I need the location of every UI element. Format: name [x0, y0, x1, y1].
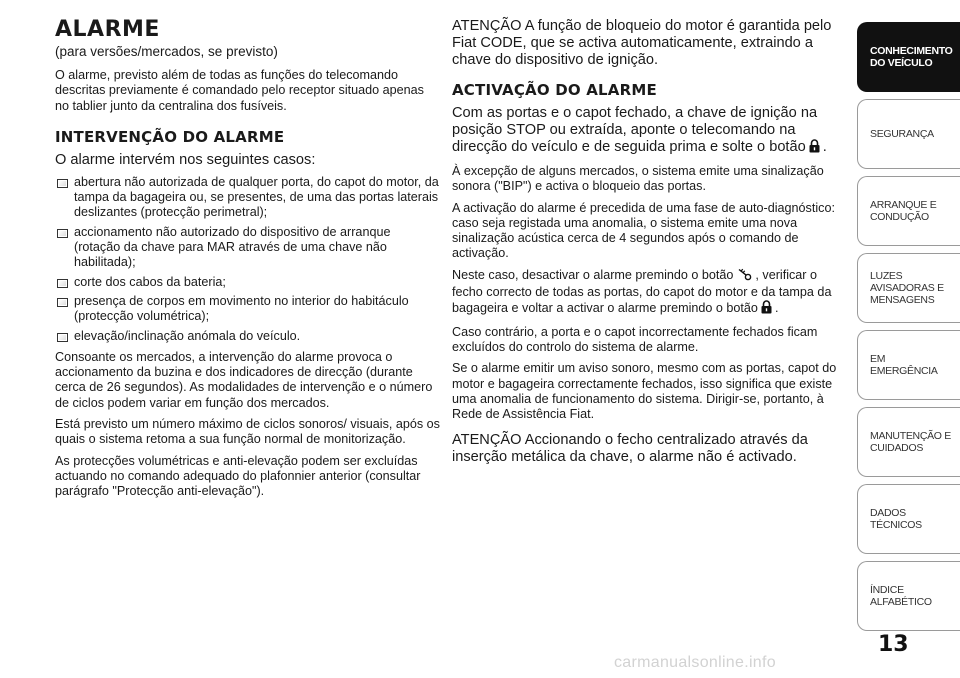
lock-icon — [761, 300, 772, 318]
body-paragraph: Se o alarme emitir um aviso sonoro, mesmo com as portas, capot do motor e bagageira correctamente fechados, isso significa que existe uma anomalia de funcionamento do sistema. Dirigir-se, portanto, à Rede de Assistência Fiat. — [452, 361, 837, 422]
list-item: elevação/inclinação anómala do veículo. — [55, 329, 440, 344]
body-paragraph: Consoante os mercados, a intervenção do alarme provoca o accionamento da buzina e dos indicadores de direcção (durante cerca de 26 segundos). As modalidades de intervenção e o número de ciclos podem variar em função dos mercados. — [55, 349, 433, 410]
section-title-activation: ACTIVAÇÃO DO ALARME — [452, 81, 657, 99]
warning-central-locking: ATENÇÃO Accionando o fecho centralizado através da inserção metálica da chave, o alarme não é activado. — [452, 432, 808, 466]
page-title: ALARME — [55, 17, 160, 42]
bullet-icon — [57, 279, 68, 288]
tab-seguranca[interactable]: SEGURANÇA — [857, 99, 960, 169]
tab-em-emergencia[interactable]: EM EMERGÊNCIA — [857, 330, 960, 400]
lock-icon — [809, 139, 820, 158]
watermark: carmanualsonline.info — [614, 654, 776, 671]
body-paragraph: As protecções volumétricas e anti-elevação podem ser excluídas actuando no comando adequado do plafonnier anterior (consultar parágrafo "Protecção anti-elevação"). — [55, 453, 421, 499]
unlock-key-icon — [736, 268, 752, 285]
body-paragraph: Caso contrário, a porta e o capot incorrectamente fechados ficam excluídos do controlo do sistema de alarme. — [452, 324, 818, 354]
bullet-icon — [57, 298, 68, 307]
right-column — [452, 18, 844, 472]
list-item: abertura não autorizada de qualquer porta, do capot do motor, da tampa da bagageira ou, se presentes, de uma das portas laterais deslizantes (protecção perimetral); — [55, 175, 440, 221]
warning-fiat-code: ATENÇÃO A função de bloqueio do motor é garantida pelo Fiat CODE, que se activa automaticamente, extraindo a chave do dispositivo de ignição. — [452, 18, 832, 68]
tab-arranque-e-conducao[interactable]: ARRANQUE E CONDUÇÃO — [857, 176, 960, 246]
page-number: 13 — [878, 632, 909, 657]
tab-dados-tecnicos[interactable]: DADOS TÉCNICOS — [857, 484, 960, 554]
list-item: accionamento não autorizado do dispositivo de arranque (rotação da chave para MAR através de uma chave não habilitada); — [55, 225, 440, 271]
tab-luzes-avisadoras[interactable]: LUZES AVISADORAS E MENSAGENS — [857, 253, 960, 323]
page-subtitle: (para versões/mercados, se previsto) — [55, 44, 278, 59]
intervention-list — [55, 175, 440, 344]
list-item: presença de corpos em movimento no interior do habitáculo (protecção volumétrica); — [55, 294, 440, 325]
bullet-icon — [57, 179, 68, 188]
body-paragraph: Está previsto um número máximo de ciclos sonoros/ visuais, após os quais o sistema retoma a sua função normal de monitorização. — [55, 417, 440, 447]
tab-indice-alfabetico[interactable]: ÍNDICE ALFABÉTICO — [857, 561, 960, 631]
body-paragraph: À excepção de alguns mercados, o sistema emite uma sinalização sonora ("BIP") e activa o bloqueio das portas. — [452, 164, 824, 194]
activation-paragraph: Com as portas e o capot fechado, a chave de ignição na posição STOP ou extraída, aponte o telecomando na direcção do veículo e de seguida prima e solte o botão . — [452, 105, 844, 158]
body-paragraph: Neste caso, desactivar o alarme premindo o botão , verificar o fecho correcto de todas as portas, do capot do motor e da tampa da bagageira e voltar a activar o alarme premindo o botão . — [452, 268, 844, 319]
chapter-sidebar — [857, 0, 960, 678]
list-item: corte dos cabos da bateria; — [55, 275, 440, 290]
intervention-lead: O alarme intervém nos seguintes casos: — [55, 151, 316, 168]
bullet-icon — [57, 333, 68, 342]
left-column — [55, 18, 440, 506]
intro-paragraph: O alarme, previsto além de todas as funções do telecomando descritas previamente é comandado pelo receptor situado apenas no tablier junto da centralina dos fusíveis. — [55, 68, 424, 113]
bullet-icon — [57, 229, 68, 238]
body-paragraph: A activação do alarme é precedida de uma fase de auto-diagnóstico: caso seja registada uma anomalia, o sistema emite uma nova sinalização acústica cerca de 4 segundos após o comando de activação. — [452, 200, 835, 261]
tab-manutencao[interactable]: MANUTENÇÃO E CUIDADOS — [857, 407, 960, 477]
tab-conhecimento-do-veiculo[interactable]: CONHECIMENTO DO VEÍCULO — [857, 22, 960, 92]
section-title-intervention: INTERVENÇÃO DO ALARME — [55, 127, 285, 146]
